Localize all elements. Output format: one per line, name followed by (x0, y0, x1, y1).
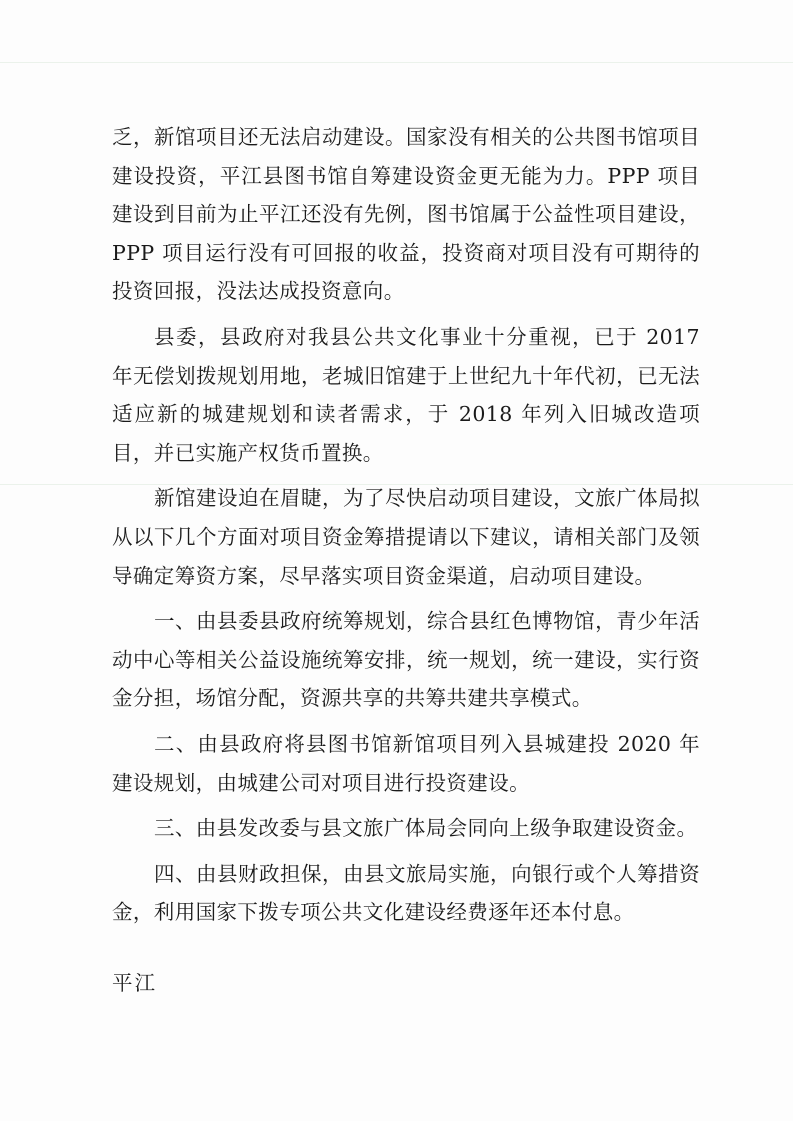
document-body (112, 118, 700, 939)
paragraph-suggestion-3: 三、由县发改委与县文旅广体局会同向上级争取建设资金。 (154, 816, 698, 841)
paragraph-proposal-intro: 新馆建设迫在眉睫，为了尽快启动项目建设，文旅广体局拟从以下几个方面对项目资金筹措提请以下建议，请相关部门及领导确定筹资方案，尽早落实项目资金渠道，启动项目建设。 (112, 486, 700, 588)
paragraph-suggestion-4: 四、由县财政担保，由县文旅局实施，向银行或个人筹措资金，利用国家下拨专项公共文化建设经费逐年还本付息。 (112, 861, 700, 925)
paragraph-continuation: 乏，新馆项目还无法启动建设。国家没有相关的公共图书馆项目建设投资，平江县图书馆自筹建设资金更无能为力。PPP 项目建设到目前为止平江还没有先例，图书馆属于公益性项目建设，PPP 项目运行没有可回报的收益，投资商对项目没有可期待的投资回报，没法达成投资意向。 (112, 125, 700, 304)
paragraph-suggestion-2: 二、由县政府将县图书馆新馆项目列入县城建投 2020 年建设规划，由城建公司对项目进行投资建设。 (112, 731, 700, 795)
paragraph-county-support: 县委，县政府对我县公共文化事业十分重视，已于 2017 年无偿划拨规划用地，老城旧馆建于上世纪九十年代初，已无法适应新的城建规划和读者需求，于 2018 年列入旧城改造项目，并已实施产权货币置换。 (112, 324, 700, 465)
scan-artifact-line (0, 62, 793, 63)
signature-text: 平江 (112, 971, 157, 995)
paragraph-suggestion-1: 一、由县委县政府统筹规划，综合县红色博物馆，青少年活动中心等相关公益设施统筹安排，统一规划，统一建设，实行资金分担，场馆分配，资源共享的共筹共建共享模式。 (112, 609, 700, 711)
